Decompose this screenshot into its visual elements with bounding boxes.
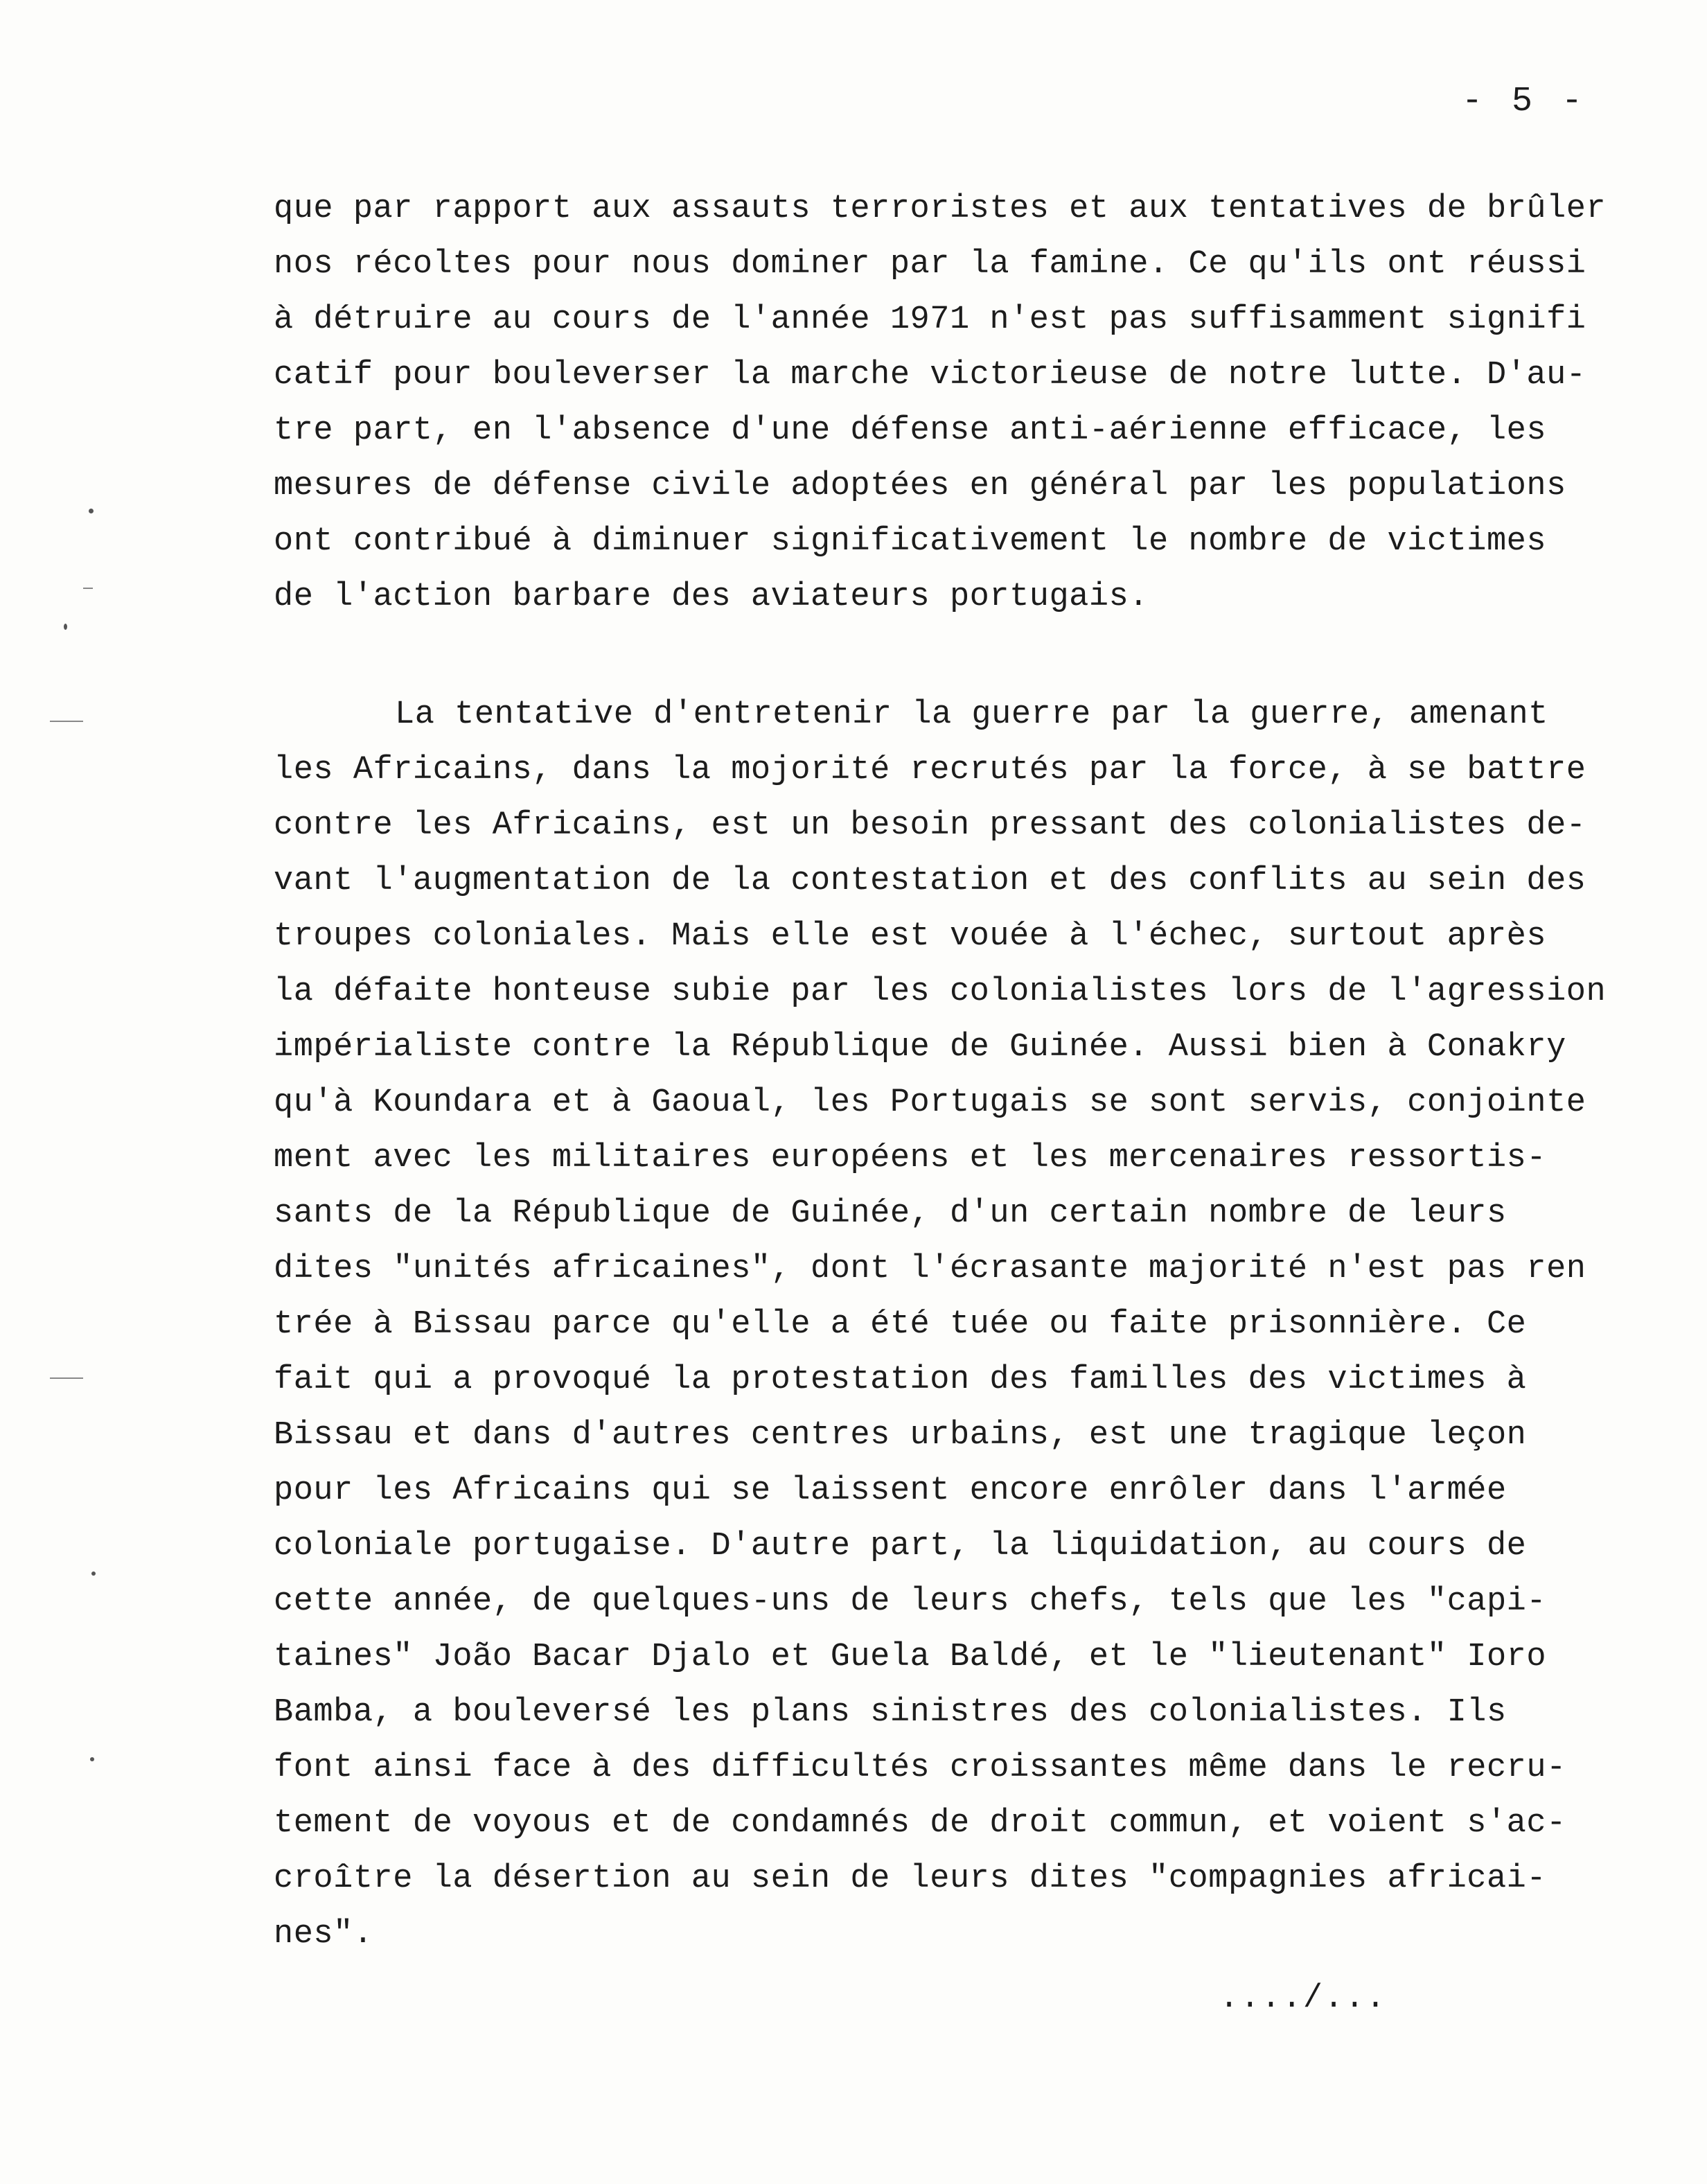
text-line: troupes coloniales. Mais elle est vouée à l'échec, surtout après [274,918,1547,955]
page-number: - 5 - [1462,82,1587,121]
text-line: dites "unités africaines", dont l'écrasante majorité n'est pas ren [274,1251,1586,1287]
continuation-mark: ..../... [1219,1980,1387,2017]
text-line: tre part, en l'absence d'une défense anti-aérienne efficace, les [274,412,1547,449]
text-line: vant l'augmentation de la contestation et des conflits au sein des [274,863,1586,899]
scan-mark [50,721,83,722]
text-line: les Africains, dans la mojorité recrutés par la force, à se battre [274,752,1586,789]
text-line: La tentative d'entretenir la guerre par la guerre, amenant [395,696,1548,733]
scan-speck [91,1571,96,1576]
text-line: qu'à Koundara et à Gaoual, les Portugais se sont servis, conjointe [274,1084,1586,1121]
text-line: mesures de défense civile adoptées en général par les populations [274,468,1566,504]
text-line: fait qui a provoqué la protestation des familles des victimes à [274,1362,1527,1398]
text-line: ont contribué à diminuer significativement le nombre de victimes [274,523,1547,560]
text-line: croître la désertion au sein de leurs dites "compagnies africai- [274,1860,1547,1897]
text-line: trée à Bissau parce qu'elle a été tuée ou faite prisonnière. Ce [274,1306,1527,1343]
scan-mark [83,588,93,589]
scan-speck [90,1757,94,1761]
text-line: à détruire au cours de l'année 1971 n'est pas suffisamment signifi [274,301,1586,338]
text-line: la défaite honteuse subie par les colonialistes lors de l'agression [274,974,1607,1010]
text-line: que par rapport aux assauts terroristes et aux tentatives de brûler [274,191,1607,227]
text-line: contre les Africains, est un besoin pressant des colonialistes de- [274,807,1586,844]
text-line: Bissau et dans d'autres centres urbains, est une tragique leçon [274,1417,1527,1454]
text-line: ment avec les militaires européens et les mercenaires ressortis- [274,1140,1547,1177]
text-line: sants de la République de Guinée, d'un certain nombre de leurs [274,1195,1507,1232]
scan-mark [50,1377,83,1379]
text-line: Bamba, a bouleversé les plans sinistres des colonialistes. Ils [274,1694,1507,1731]
text-line: impérialiste contre la République de Guinée. Aussi bien à Conakry [274,1029,1566,1066]
text-line: catif pour bouleverser la marche victorieuse de notre lutte. D'au- [274,357,1586,394]
text-line: font ainsi face à des difficultés croissantes même dans le recru- [274,1750,1566,1786]
text-line: coloniale portugaise. D'autre part, la liquidation, au cours de [274,1528,1527,1565]
scan-speck [89,509,94,513]
text-line: tement de voyous et de condamnés de droit commun, et voient s'ac- [274,1805,1566,1842]
text-line: taines" João Bacar Djalo et Guela Baldé, et le "lieutenant" Ioro [274,1639,1547,1675]
text-line: cette année, de quelques-uns de leurs chefs, tels que les "capi- [274,1583,1547,1620]
text-line: nes". [274,1916,373,1953]
text-line: pour les Africains qui se laissent encore enrôler dans l'armée [274,1472,1507,1509]
scan-speck [64,624,67,630]
text-line: de l'action barbare des aviateurs portugais. [274,579,1149,615]
text-line: nos récoltes pour nous dominer par la famine. Ce qu'ils ont réussi [274,246,1586,283]
